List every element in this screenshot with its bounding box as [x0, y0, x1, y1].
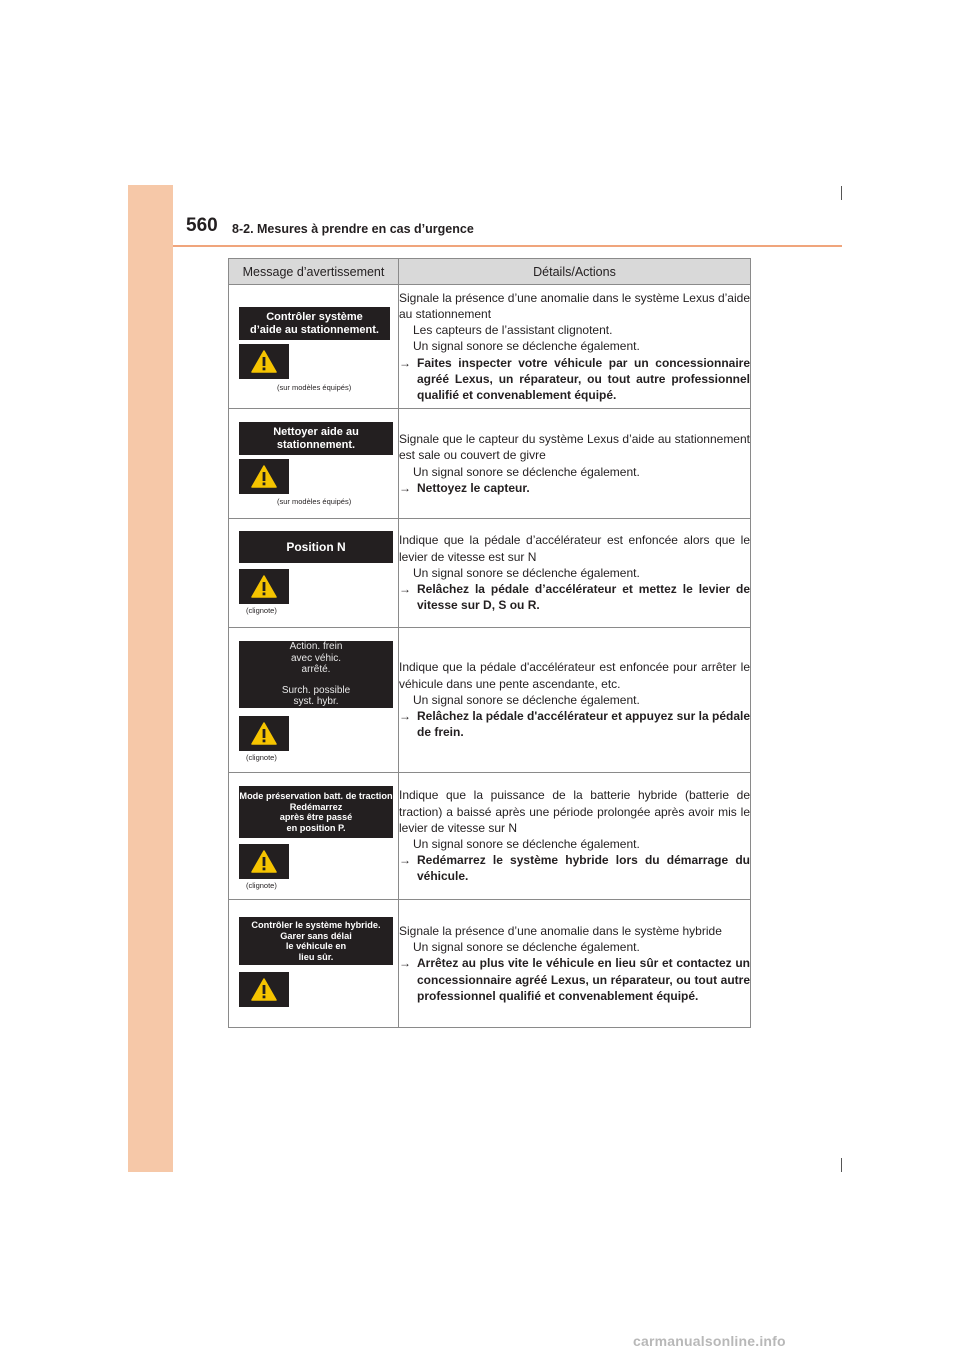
detail-action [399, 480, 750, 496]
display-line: Position N [286, 539, 346, 554]
detail-text: Signale la présence d’une anomalie dans le système hybride [399, 923, 722, 938]
arrow-icon: → [399, 582, 411, 597]
detail-sub: Un signal sonore se déclenche également. [413, 464, 640, 479]
blink-note: (clignote) [246, 753, 277, 762]
detail-action [399, 852, 750, 884]
detail-text: Indique que la pédale d’accélérateur est enfoncée alors que le levier de vitesse est sur N [399, 533, 750, 564]
display-line: Garer sans délai [280, 930, 352, 941]
detail-sub: Un signal sonore se déclenche également. [413, 565, 640, 580]
table-row [229, 628, 751, 773]
message-cell [229, 285, 399, 409]
table-row [229, 900, 751, 1028]
model-note: (sur modèles équipés) [277, 383, 352, 392]
warning-triangle-icon [251, 350, 277, 373]
message-display [239, 641, 393, 708]
display-line: le véhicule en [285, 941, 347, 951]
page-number: 560 [186, 215, 218, 236]
warning-light [239, 972, 289, 1007]
action-text: Arrêtez au plus vite le véhicule en lieu sûr et contactez un concessionnaire agréé Lexus, un réparateur, ou tout autre professionnel qualifié et convenablement équipé. [417, 956, 750, 1003]
message-cell [229, 409, 399, 519]
header-message: Message d’avertissement [229, 259, 399, 285]
warning-triangle-icon [251, 575, 277, 598]
message-display [239, 531, 393, 563]
warning-light [239, 716, 289, 751]
detail-text: Signale la présence d’une anomalie dans le système Lexus d’aide au stationnement [399, 290, 750, 321]
display-line: d’aide au stationnement. [250, 323, 379, 336]
detail-action [399, 581, 750, 613]
chapter-side-band [128, 185, 173, 1172]
detail-sub: Un signal sonore se déclenche également. [413, 940, 640, 955]
table-row [229, 519, 751, 628]
details-cell [399, 519, 751, 628]
arrow-icon: → [399, 956, 411, 971]
message-display [239, 917, 393, 965]
details-cell [399, 285, 751, 409]
message-cell [229, 628, 399, 773]
crop-mark-bottom-right [841, 1158, 842, 1172]
blink-note: (clignote) [246, 881, 277, 890]
display-line: Contrôler système [266, 311, 363, 323]
warning-table [228, 258, 751, 1028]
display-line: Nettoyer aide au [273, 426, 359, 438]
detail-text: Indique que la pédale d'accélérateur est enfoncée pour arrêter le véhicule dans une pente ascendante, etc. [399, 660, 750, 691]
message-cell [229, 900, 399, 1028]
header-details: Détails/Actions [399, 259, 751, 285]
detail-action [399, 355, 750, 404]
warning-light [239, 844, 289, 879]
action-text: Nettoyez le capteur. [417, 480, 530, 495]
detail-text: Indique que la puissance de la batterie hybride (batterie de traction) a baissé après une période prolongée après avoir mis le levier de vitesse sur N [399, 788, 750, 835]
action-text: Redémarrez le système hybride lors du démarrage du véhicule. [417, 853, 750, 884]
message-cell [229, 773, 399, 900]
display-line: Redémarrez [289, 801, 343, 812]
section-title: 8-2. Mesures à prendre en cas d’urgence [232, 222, 474, 236]
details-cell [399, 773, 751, 900]
model-note: (sur modèles équipés) [277, 497, 352, 506]
table-row [229, 773, 751, 900]
warning-light [239, 459, 289, 494]
detail-text: Signale que le capteur du système Lexus d’aide au stationnement est sale ou couvert de givre [399, 432, 750, 463]
watermark: carmanualsonline.info [633, 1333, 786, 1349]
arrow-icon: → [399, 853, 411, 868]
action-text: Relâchez la pédale d'accélérateur et appuyez sur la pédale de frein. [417, 709, 750, 740]
message-display [239, 307, 390, 340]
arrow-icon: → [399, 480, 411, 495]
message-display [239, 422, 393, 455]
arrow-icon: → [399, 355, 411, 370]
header-rule [173, 245, 842, 247]
blink-note: (clignote) [246, 606, 277, 615]
display-line: stationnement. [276, 438, 356, 451]
display-line: Mode préservation batt. de traction [239, 791, 393, 801]
detail-sub: Un signal sonore se déclenche également. [413, 837, 640, 851]
display-line: syst. hybr. [293, 696, 339, 708]
warning-light [239, 569, 289, 604]
action-text: Relâchez la pédale d’accélérateur et mettez le levier de vitesse sur D, S ou R. [417, 582, 750, 613]
warning-triangle-icon [251, 722, 277, 745]
action-text: Faites inspecter votre véhicule par un concessionnaire agréé Lexus, un réparateur, ou tout autre professionnel qualifié et convenablement équipé. [417, 355, 750, 402]
details-cell [399, 900, 751, 1028]
details-cell [399, 409, 751, 519]
table-header-row [229, 259, 751, 285]
display-line: arrêté. [301, 664, 331, 676]
detail-action [399, 955, 750, 1004]
display-line: Contrôler le système hybride. [251, 920, 381, 930]
display-line: après être passé [279, 812, 353, 822]
warning-triangle-icon [251, 465, 277, 488]
message-display [239, 786, 393, 838]
display-line: en position P. [286, 822, 346, 833]
detail-sub: Un signal sonore se déclenche également. [413, 339, 640, 354]
detail-sub: Un signal sonore se déclenche également. [413, 692, 640, 707]
display-line: lieu sûr. [298, 951, 334, 962]
table-row [229, 409, 751, 519]
table-row [229, 285, 751, 409]
details-cell [399, 628, 751, 773]
display-line: avec véhic. [290, 652, 342, 664]
warning-triangle-icon [251, 978, 277, 1001]
detail-sub: Les capteurs de l’assistant clignotent. [413, 323, 613, 338]
display-line: Action. frein [289, 641, 343, 653]
warning-triangle-icon [251, 850, 277, 873]
detail-action [399, 708, 750, 740]
warning-light [239, 344, 289, 379]
message-cell [229, 519, 399, 628]
crop-mark-top-right [841, 186, 842, 200]
display-line: Surch. possible [281, 684, 351, 696]
arrow-icon: → [399, 709, 411, 724]
